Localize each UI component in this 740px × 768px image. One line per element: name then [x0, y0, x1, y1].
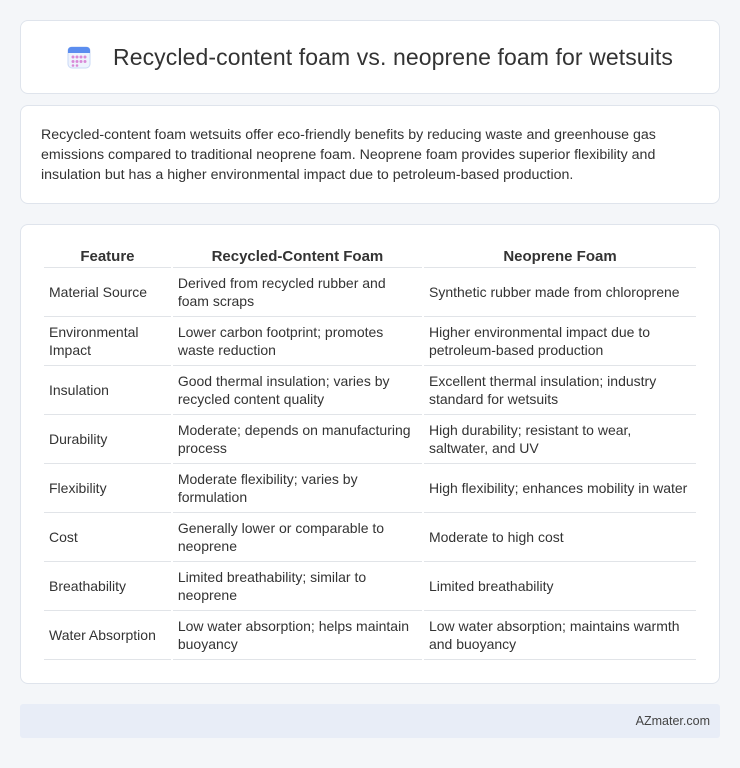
neoprene-cell: High durability; resistant to wear, saltwater, and UV: [424, 415, 696, 464]
neoprene-cell: Excellent thermal insulation; industry standard for wetsuits: [424, 366, 696, 415]
header-feature: Feature: [44, 246, 171, 268]
comparison-table-card: [20, 224, 720, 684]
neoprene-cell: Moderate to high cost: [424, 513, 696, 562]
recycled-cell: Generally lower or comparable to neoprene: [173, 513, 422, 562]
table-row: [44, 611, 696, 660]
table-row: [44, 268, 696, 317]
feature-cell: Breathability: [44, 562, 171, 611]
table-row: [44, 415, 696, 464]
neoprene-cell: Limited breathability: [424, 562, 696, 611]
recycled-cell: Moderate; depends on manufacturing process: [173, 415, 422, 464]
feature-cell: Insulation: [44, 366, 171, 415]
title-card: [20, 20, 720, 94]
feature-cell: Water Absorption: [44, 611, 171, 660]
recycled-cell: Derived from recycled rubber and foam scraps: [173, 268, 422, 317]
neoprene-cell: Synthetic rubber made from chloroprene: [424, 268, 696, 317]
recycled-cell: Limited breathability; similar to neoprene: [173, 562, 422, 611]
feature-cell: Flexibility: [44, 464, 171, 513]
recycled-cell: Low water absorption; helps maintain buoyancy: [173, 611, 422, 660]
table-row: [44, 562, 696, 611]
feature-cell: Material Source: [44, 268, 171, 317]
table-header-row: [44, 246, 696, 268]
feature-cell: Environmental Impact: [44, 317, 171, 366]
header-neoprene-foam: Neoprene Foam: [424, 246, 696, 268]
summary-card: [20, 105, 720, 204]
recycled-cell: Moderate flexibility; varies by formulation: [173, 464, 422, 513]
calendar-icon: [67, 45, 91, 69]
table-row: [44, 366, 696, 415]
summary-text: Recycled-content foam wetsuits offer eco-friendly benefits by reducing waste and greenhouse gas emissions compared to traditional neoprene foam. Neoprene foam provides superior flexibility and insulation but has a higher environmental impact due to petroleum-based production.: [41, 127, 656, 183]
recycled-cell: Good thermal insulation; varies by recycled content quality: [173, 366, 422, 415]
feature-cell: Durability: [44, 415, 171, 464]
header-recycled-content-foam: Recycled-Content Foam: [173, 246, 422, 268]
neoprene-cell: Low water absorption; maintains warmth and buoyancy: [424, 611, 696, 660]
table-row: [44, 464, 696, 513]
neoprene-cell: Higher environmental impact due to petroleum-based production: [424, 317, 696, 366]
recycled-cell: Lower carbon footprint; promotes waste reduction: [173, 317, 422, 366]
table-row: [44, 513, 696, 562]
comparison-table: [42, 246, 698, 660]
neoprene-cell: High flexibility; enhances mobility in water: [424, 464, 696, 513]
page-title: Recycled-content foam vs. neoprene foam for wetsuits: [112, 43, 674, 70]
feature-cell: Cost: [44, 513, 171, 562]
footer-site-link[interactable]: AZmater.com: [635, 714, 710, 728]
table-row: [44, 317, 696, 366]
footer: [20, 704, 720, 738]
